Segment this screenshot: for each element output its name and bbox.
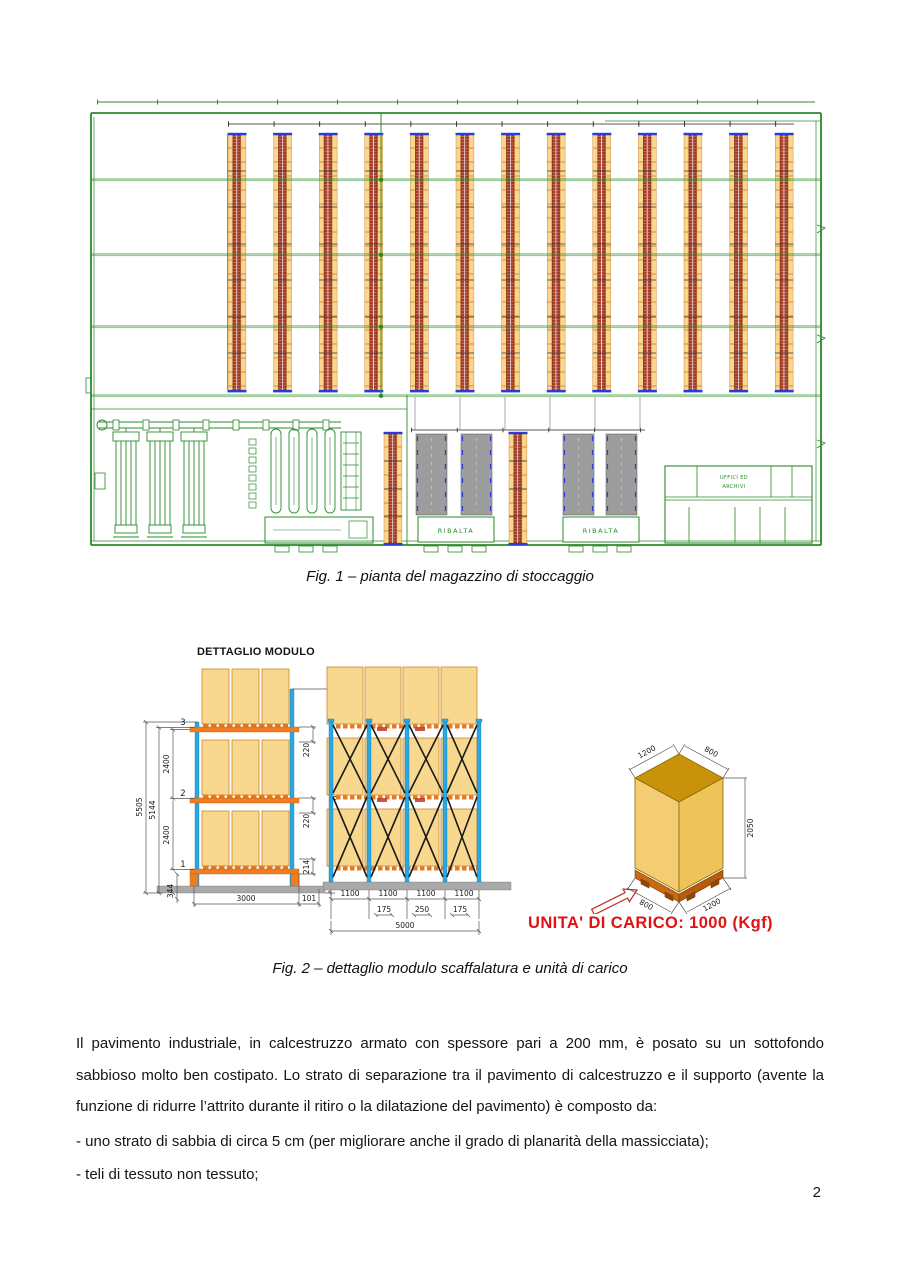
ribalta-left-label: RIBALTA [437, 527, 475, 535]
pallet-queue [249, 439, 256, 508]
dim-214: 214 [302, 859, 311, 875]
rack-side-view-drawing [133, 641, 343, 953]
conveyor-loops [271, 429, 335, 513]
dim-5000: 5000 [395, 921, 415, 930]
building-outline [86, 102, 825, 545]
dim-800-bottom: 800 [637, 897, 655, 913]
office-label-line1: UFFICI ED [719, 475, 749, 481]
rack-front-view-drawing [321, 641, 516, 953]
unit-load-label: UNITA' DI CARICO: 1000 (Kgf) [528, 914, 773, 932]
level-2-label: 2 [180, 789, 186, 799]
dim-101: 101 [301, 894, 317, 903]
page-number: 2 [812, 1184, 821, 1201]
dim-1200-top: 1200 [636, 743, 658, 761]
dim-gap-1: 175 [376, 905, 392, 914]
body-text-block [76, 1028, 824, 1123]
elevator-structure [341, 432, 361, 510]
dim-220-lower: 220 [302, 813, 311, 829]
dock-zone [384, 397, 646, 552]
body-paragraph: Il pavimento industriale, in calcestruzzo armato con spessore pari a 200 mm, è posato su un sottofondo sabbioso molto ben costipato. Lo strato di separazione tra il pavimento di calcestruzzo e il supporto (avente la funzione di ridurre l’attrito durante il ritiro o la dilatazione del pavimento) è composto da: [76, 1035, 824, 1115]
level-1-label: 1 [180, 860, 186, 870]
front-view-structure [323, 667, 511, 890]
bullet-nonwoven [76, 1159, 824, 1191]
bullet-sand-layer [76, 1126, 824, 1158]
dim-2400-lower: 2400 [162, 825, 171, 845]
dim-800-top: 800 [702, 744, 720, 760]
dim-bay-4: 1100 [454, 889, 474, 898]
dim-gap-2: 250 [414, 905, 430, 914]
dim-3000: 3000 [236, 894, 256, 903]
dim-gap-3: 175 [452, 905, 468, 914]
machine-tower [181, 428, 207, 537]
dim-220-upper: 220 [302, 742, 311, 758]
dim-2050: 2050 [746, 818, 755, 838]
unit-load-drawing [575, 742, 815, 914]
load-direction-arrow [592, 889, 637, 914]
warehouse-plan-drawing [85, 93, 830, 558]
dim-5505: 5505 [135, 797, 144, 817]
level-3-label: 3 [180, 718, 186, 728]
fig1-caption: Fig. 1 – pianta del magazzino di stoccaggio [306, 568, 594, 585]
dim-bay-2: 1100 [378, 889, 398, 898]
control-cabinet [265, 517, 373, 552]
dim-2400-upper: 2400 [162, 754, 171, 774]
fig2-module-title: DETTAGLIO MODULO [197, 646, 315, 658]
dim-bay-1: 1100 [340, 889, 360, 898]
fig2-caption: Fig. 2 – dettaglio modulo scaffalatura e unità di carico [272, 960, 628, 977]
machine-tower [147, 428, 173, 537]
dim-bay-3: 1100 [416, 889, 436, 898]
machine-tower [113, 428, 139, 537]
dim-344: 344 [166, 883, 175, 899]
pallet-loads [202, 669, 289, 866]
production-machinery [95, 420, 373, 552]
ribalta-right-label: RIBALTA [582, 527, 620, 535]
unit-load-box [635, 754, 723, 892]
bullet-2-text: - teli di tessuto non tessuto; [76, 1166, 259, 1183]
rack-rows [227, 124, 794, 392]
dim-1200-bottom: 1200 [701, 896, 723, 914]
dim-5144: 5144 [148, 800, 157, 820]
bullet-1-text: - uno strato di sabbia di circa 5 cm (per migliorare anche il grado di planarità della massicciata); [76, 1133, 709, 1150]
office-label-line2: ARCHIVI [722, 484, 746, 490]
